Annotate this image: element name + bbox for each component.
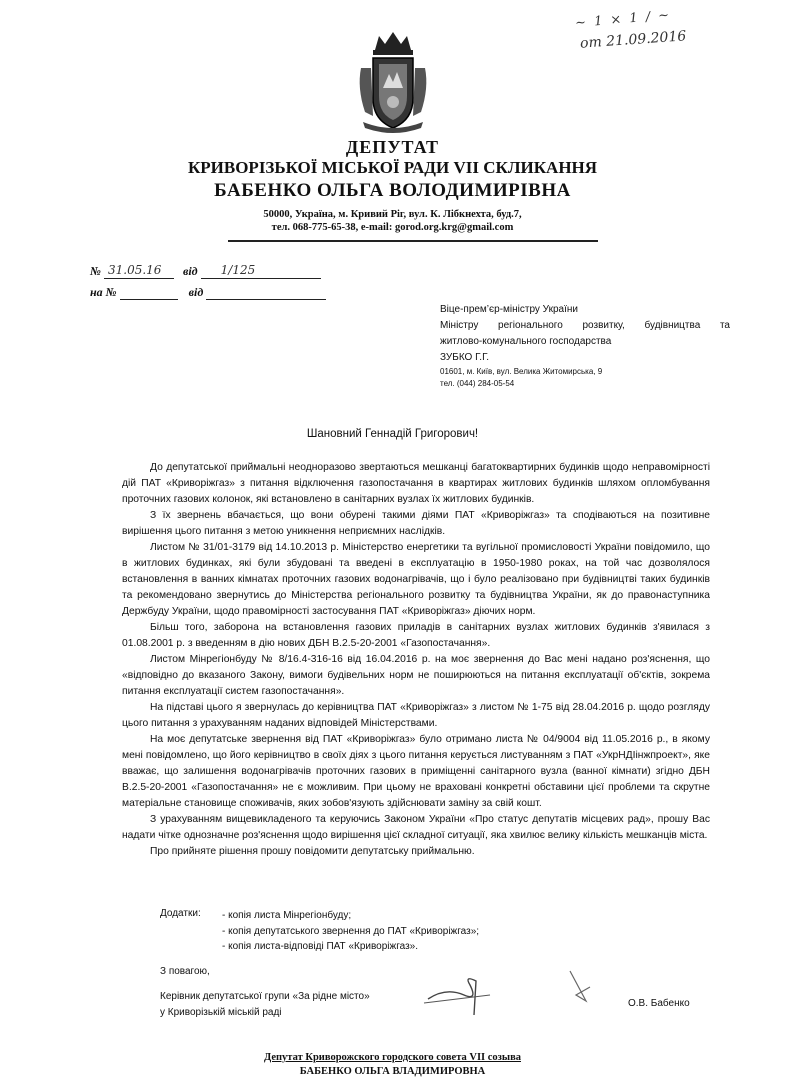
date-value: 1/125 xyxy=(220,263,256,277)
letterhead-name: БАБЕНКО ОЛЬГА ВОЛОДИМИРІВНА xyxy=(214,180,571,201)
body-paragraph: Листом Мінрегіонбуду № 8/16.4-316-16 від 16.04.2016 р. на моє звернення до Вас мені надано роз'яснення, що «відповідно до вказаного Закону, вимоги будівельних норм не поширюються на питання експлуатації об'єктів, зокрема питання експлуатації систем газопостачання». xyxy=(122,654,710,697)
body-paragraph: До депутатської приймальні неодноразово звертаються мешканці багатоквартирних будинків щодо неправомірності дій ПАТ «Криворіжгаз» з питання відключення газопостачання в квартирах житлових будинків шляхом опломбування проточних газових колонок, які встановлено в санітарних вузлах їх житлових будинків. xyxy=(122,462,710,505)
signer-position-2: у Криворізькій міській раді xyxy=(160,1007,282,1018)
letterhead-contact: тел. 068-775-65-38, e-mail: gorod.org.krg@gmail.com xyxy=(271,222,514,233)
addressee-line-6: тел. (044) 284-05-54 xyxy=(440,379,515,388)
attachments-list xyxy=(222,908,479,955)
stamp-line-2: от 21.09.2016 xyxy=(579,28,687,52)
body-paragraph: Про прийняте рішення прошу повідомити депутатську приймальню. xyxy=(150,846,475,857)
signature-icon xyxy=(420,965,620,1020)
body-paragraph: На моє депутатське звернення від ПАТ «Криворіжгаз» було отримано листа № 04/9004 від 11.05.2016 р., в якому мені повідомлено, що його керівництво в своїх діях з цього питання керується листуванням з ПАТ «УкрНДІінжпроект», яке вважає, що залишення водонагрівачів проточних газових в приміщенні санітарного вузла (ванної кімнати) згідно ДБН В.2.5-20-2001 «Газопостачання» не є можливим. При цьому не враховані конкретні обставини цієї проблеми та скрутне матеріальне становище споживачів, яких зобов'язують здійснювати заміну за свій кошт. xyxy=(122,734,710,809)
addressee-line-4: ЗУБКО Г.Г. xyxy=(440,352,490,363)
body-paragraph: Більш того, заборона на встановлення газових приладів в санітарних вузлах житлових будинків з'явилася з 01.08.2001 р. з введенням в дію нових ДБН В.2.5-20-2001 «Газопостачання». xyxy=(122,622,710,649)
reply-date-label: від xyxy=(188,285,204,299)
body-paragraph: З урахуванням вищевикладеного та керуючись Законом України «Про статус депутатів місцевих рад», прошу Вас надати чітке однозначне роз'яснення щодо вирішення цієї складної ситуації, яка хвилює велику кількість мешканців міста. xyxy=(122,814,710,841)
number-field xyxy=(104,263,174,279)
attachment-item: - копія депутатського звернення до ПАТ «Криворіжгаз»; xyxy=(222,925,480,937)
footer-line-1: Депутат Криворожского городского совета VII созыва xyxy=(264,1052,521,1063)
signer-name: О.В. Бабенко xyxy=(628,998,690,1009)
footer-line-2: БАБЕНКО ОЛЬГА ВЛАДИМИРОВНА xyxy=(299,1066,486,1077)
letterhead-council: КРИВОРІЗЬКОЇ МІСЬКОЇ РАДИ VII СКЛИКАННЯ xyxy=(187,158,598,177)
reply-number-row xyxy=(90,284,326,300)
stamp-line-1: ~ 1 × 1 / ~ xyxy=(574,7,672,32)
letterhead-divider xyxy=(228,240,598,242)
attachment-item: - копія листа-відповіді ПАТ «Криворіжгаз». xyxy=(222,941,419,952)
number-value: 31.05.16 xyxy=(107,263,162,277)
outgoing-number-row xyxy=(90,263,321,279)
registration-stamp xyxy=(574,7,735,52)
addressee-line-2: Міністру регіонального розвитку, будівництва та xyxy=(440,320,730,331)
reply-date-field xyxy=(206,284,326,300)
addressee-line-1: Віце-прем’єр-міністру України xyxy=(440,304,578,315)
body-paragraph: На підставі цього я звернулась до керівництва ПАТ «Криворіжгаз» з листом № 1-75 від 28.04.2016 р. щодо розгляду цього питання з урахуванням наданих відповідей Міністерствами. xyxy=(122,702,710,729)
body-paragraph: Листом № 31/01-3179 від 14.10.2013 р. Міністерство енергетики та вугільної промисловості України повідомило, що в житлових будинках, які були збудовані та введені в експлуатацію в 1950-1980 роках, на той час дозволялося встановлення в ванних кімнатах проточних газових водонагрівачів, що і було реалізовано при будівництві таких будинків та рекомендовано звернутись до Міністерства регіонального розвитку та будівництва України, як до правонаступника Держбуду України, щодо правомірності застосування ПАТ «Криворіжгаз» діючих норм. xyxy=(122,542,710,617)
addressee-line-3: житлово-комунального господарства xyxy=(440,336,612,347)
salutation: Шановний Геннадій Григорович! xyxy=(306,428,479,440)
attachment-item: - копія листа Мінрегіонбуду; xyxy=(222,910,352,921)
signer-position-1: Керівник депутатської групи «За рідне місто» xyxy=(160,991,370,1002)
letterhead-address: 50000, Україна, м. Кривий Ріг, вул. К. Лібкнехта, буд.7, xyxy=(263,209,522,220)
coat-of-arms-icon xyxy=(355,28,431,136)
letterhead-title: ДЕПУТАТ xyxy=(345,137,440,157)
closing-regards: З повагою, xyxy=(160,966,210,977)
addressee-line-5: 01601, м. Київ, вул. Велика Житомирська, 9 xyxy=(440,367,603,376)
reply-number-field xyxy=(120,284,178,300)
body-paragraph: З їх звернень вбачається, що вони обурені такими діями ПАТ «Криворіжгаз» та сподіваються на позитивне вирішення цього питання з метою уникнення неприємних наслідків. xyxy=(122,510,710,537)
attachments-label: Додатки: xyxy=(160,908,201,919)
reply-number-label: на № xyxy=(90,285,117,299)
date-label: від xyxy=(182,264,198,278)
addressee-block xyxy=(440,302,730,390)
letter-body xyxy=(122,460,710,860)
date-field xyxy=(201,263,321,279)
number-label: № xyxy=(90,264,101,278)
